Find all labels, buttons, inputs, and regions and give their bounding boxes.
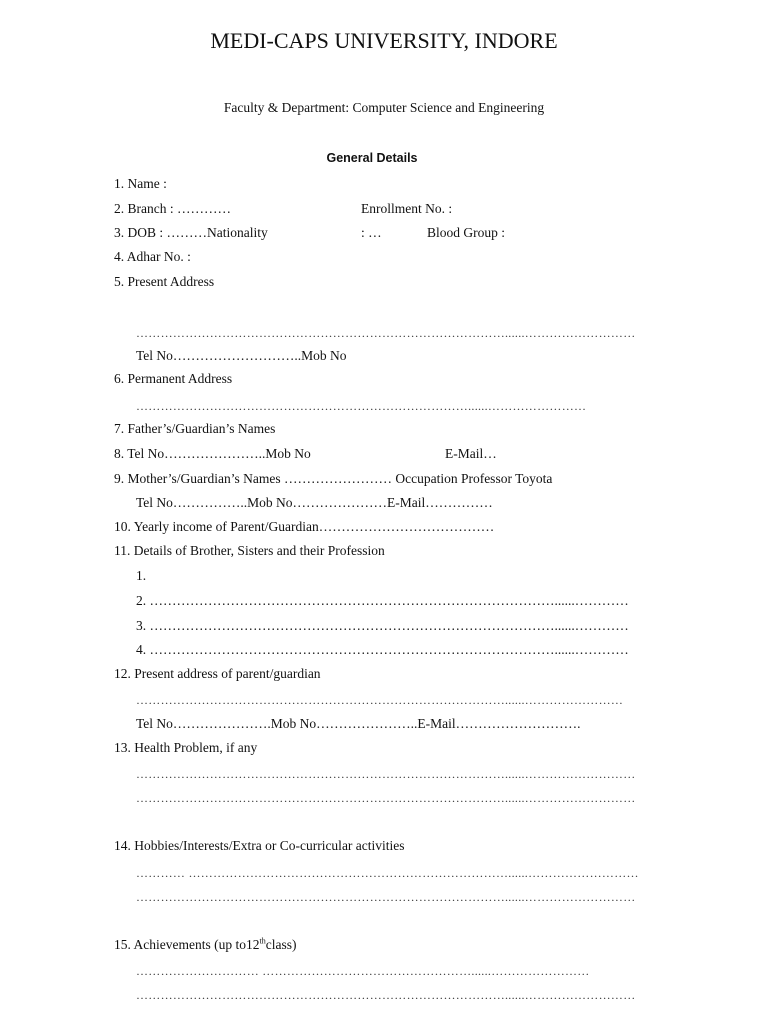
achievements-label-suffix: class) bbox=[265, 937, 297, 952]
achievements-label bbox=[114, 937, 296, 953]
health-problem-label: 13. Health Problem, if any bbox=[114, 740, 258, 755]
branch-field-label: 2. Branch : ………… bbox=[114, 201, 231, 216]
mother-contact-label: Tel No……………..Mob No…………………E-Mail…………… bbox=[136, 495, 493, 510]
health-line-2: ………………………………………………………………………………......……………………… bbox=[136, 791, 636, 805]
parent-address-line: ………………………………………………………………………………......…………………… bbox=[136, 693, 624, 707]
hobbies-label: 14. Hobbies/Interests/Extra or Co-curricular activities bbox=[114, 838, 405, 853]
achievements-label-text: 15. Achievements (up to12 bbox=[114, 937, 260, 952]
permanent-address-line: ………………………………………………………………………......…………………… bbox=[136, 399, 587, 413]
achievements-line-2: ………………………………………………………………………………......……………………… bbox=[136, 988, 636, 1002]
present-address-label: 5. Present Address bbox=[114, 274, 215, 289]
parent-address-label: 12. Present address of parent/guardian bbox=[114, 666, 321, 681]
achievements-line-1: ………………………… ……………………………………………......…………………… bbox=[136, 964, 590, 978]
present-address-line: ………………………………………………………………………………......……………………… bbox=[136, 326, 636, 340]
blood-group-label: Blood Group : bbox=[427, 225, 506, 240]
dob-nationality-label: 3. DOB : ………Nationality bbox=[114, 225, 268, 240]
present-address-tel: Tel No………………………..Mob No bbox=[136, 348, 347, 363]
sibling-line-2: 2. ………………………………………………………………………………......………… bbox=[136, 593, 629, 608]
enrollment-field-label: Enrollment No. : bbox=[361, 201, 453, 216]
nationality-value: : … bbox=[361, 225, 382, 240]
parent-contact-label: Tel No………………….Mob No…………………..E-Mail………………………. bbox=[136, 716, 581, 731]
adhar-field-label: 4. Adhar No. : bbox=[114, 249, 191, 264]
section-heading: General Details bbox=[326, 151, 418, 165]
hobbies-line-1: ………… ……………………………………………………………………......……………………… bbox=[136, 866, 639, 880]
sibling-line-1: 1. bbox=[136, 568, 147, 583]
hobbies-line-2: ………………………………………………………………………………......……………………… bbox=[136, 890, 636, 904]
siblings-label: 11. Details of Brother, Sisters and their Profession bbox=[114, 543, 385, 558]
name-field-label: 1. Name : bbox=[114, 176, 167, 191]
sibling-line-4: 4. ………………………………………………………………………………......………… bbox=[136, 642, 629, 657]
mother-guardian-label: 9. Mother’s/Guardian’s Names …………………… Occupation Professor Toyota bbox=[114, 471, 553, 486]
sibling-line-3: 3. ………………………………………………………………………………......………… bbox=[136, 618, 629, 633]
achievements-superscript: th bbox=[259, 936, 266, 946]
yearly-income-label: 10. Yearly income of Parent/Guardian………………………………… bbox=[114, 519, 495, 534]
father-guardian-label: 7. Father’s/Guardian’s Names bbox=[114, 421, 276, 436]
faculty-department: Faculty & Department: Computer Science and Engineering bbox=[223, 100, 545, 115]
university-title: MEDI-CAPS UNIVERSITY, INDORE bbox=[210, 28, 558, 53]
health-line-1: ………………………………………………………………………………......……………………… bbox=[136, 767, 636, 781]
father-tel-label: 8. Tel No…………………..Mob No bbox=[114, 446, 311, 461]
father-email-label: E-Mail… bbox=[445, 446, 497, 461]
permanent-address-label: 6. Permanent Address bbox=[114, 371, 233, 386]
